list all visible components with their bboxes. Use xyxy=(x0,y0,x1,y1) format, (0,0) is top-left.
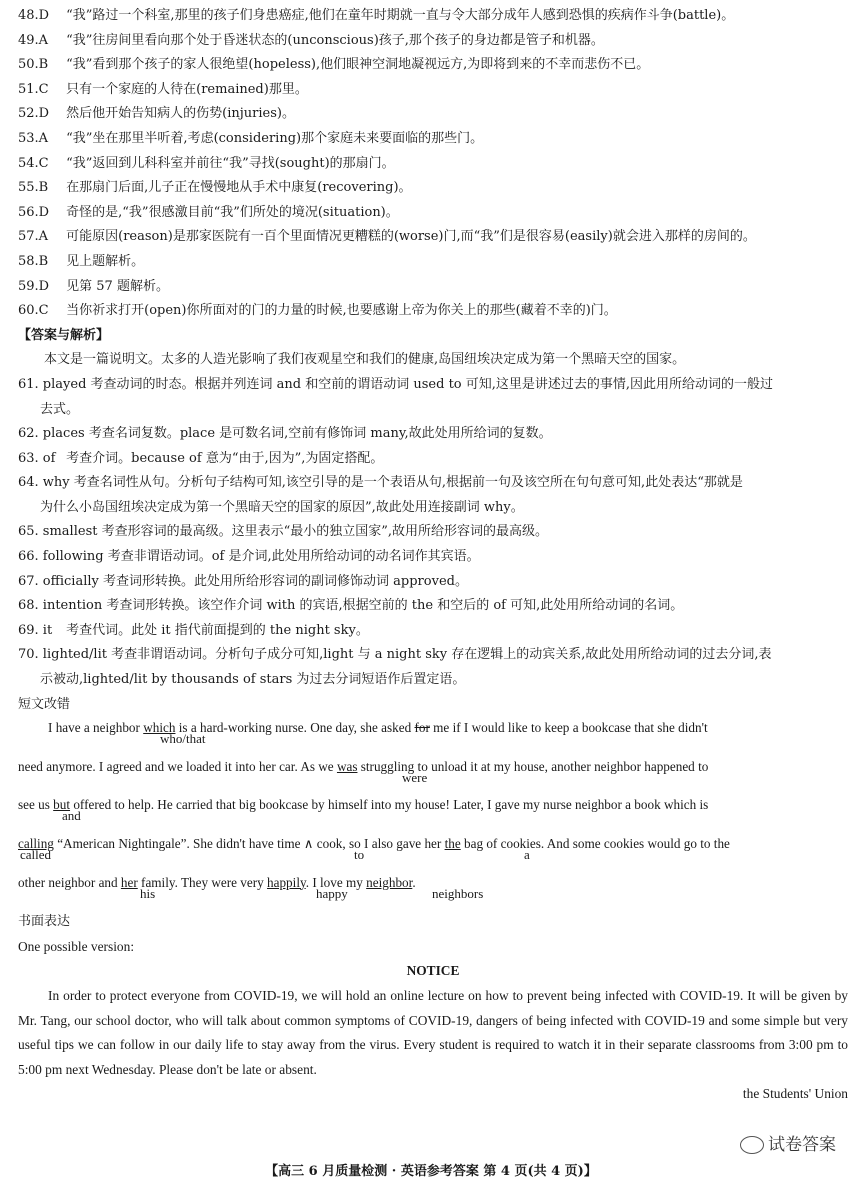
answer-number: 57.A xyxy=(18,229,49,245)
proof-row-1 xyxy=(18,717,848,756)
answer-line xyxy=(18,545,848,570)
answer-list-61-70 xyxy=(18,373,848,693)
answer-line xyxy=(18,299,848,324)
answer-text: 考查介词。because of 意为“由于,因为”,为固定搭配。 xyxy=(66,450,384,466)
answer-text: 然后他开始告知病人的伤势(injuries)。 xyxy=(66,106,295,122)
proof-correction: a xyxy=(524,847,530,862)
answer-continuation: 示被动,lighted/lit by thousands of stars 为过去分词短语作后置定语。 xyxy=(40,672,466,688)
proof-error-word: which xyxy=(143,720,176,736)
answer-number: 62. places xyxy=(18,426,85,442)
answer-number: 48.D xyxy=(18,8,50,23)
answer-text: 见上题解析。 xyxy=(66,253,145,269)
proofreading-passage xyxy=(18,717,848,910)
version-label: One possible version: xyxy=(18,938,135,954)
answer-text: 见第 57 题解析。 xyxy=(66,278,169,294)
proof-correction: were xyxy=(402,769,428,785)
answer-line xyxy=(18,78,848,103)
proof-text: . I love my xyxy=(305,874,367,890)
proof-row-2 xyxy=(18,756,848,795)
proof-correction: called xyxy=(20,847,52,862)
answer-line xyxy=(18,176,848,201)
answer-number: 51.C xyxy=(18,81,49,97)
proof-error-word: happily xyxy=(267,874,306,890)
proof-text: struggling to unload it at my house, another neighbor happened to xyxy=(357,758,709,774)
answer-line xyxy=(18,471,848,496)
watermark-text: 试卷答案 xyxy=(768,1135,836,1155)
answer-text: 在那扇门后面,儿子正在慢慢地从手术中康复(recovering)。 xyxy=(66,180,412,196)
proof-row-4 xyxy=(18,833,848,872)
answer-text: 考查词形转换。此处用所给形容词的副词修饰动词 approved。 xyxy=(103,573,468,589)
answer-text: 可能原因(reason)是那家医院有一百个里面情况更糟糕的(worse)门,而“我”们是很容易(easily)就会进入那样的房间的。 xyxy=(66,229,756,245)
answer-text: 考查动词的时态。根据并列连词 and 和空前的谓语动词 used to 可知,这里是讲述过去的事情,因此用所给动词的一般过 xyxy=(90,376,774,392)
answer-continuation: 去式。 xyxy=(40,401,80,417)
proofreading-heading: 短文改错 xyxy=(18,696,71,712)
proof-text: need anymore. I agreed and we loaded it into her car. As we xyxy=(18,758,337,774)
answer-text: 考查非谓语动词。分析句子成分可知,light 与 a night sky 存在逻辑上的动宾关系,故此处用所给动词的过去分词,表 xyxy=(111,647,772,663)
answer-line xyxy=(18,127,848,152)
answer-number: 50.B xyxy=(18,57,49,73)
answer-number: 60.C xyxy=(18,303,49,319)
answer-text: 当你祈求打开(open)你所面对的门的力量的时候,也要感谢上帝为你关上的那些(藏着不幸的)门。 xyxy=(66,303,617,319)
proof-error-word: was xyxy=(336,758,358,774)
proof-text: bag of cookies. And some cookies would go to the xyxy=(460,836,730,851)
answer-number: 55.B xyxy=(18,180,49,196)
proof-text: see us xyxy=(18,797,54,813)
answer-number: 66. following xyxy=(18,549,104,565)
answer-number: 56.D xyxy=(18,204,50,220)
answer-line xyxy=(18,201,848,226)
answer-number: 59.D xyxy=(18,278,50,294)
answer-number: 65. smallest xyxy=(18,524,98,540)
essay-body: In order to protect everyone from COVID-19, we will hold an online lecture on how to prevent being infected with COVID-19. It will be given by Mr. Tang, our school doctor, who will talk about common symptoms of COVID-19, dangers of being infected with COVID-19 and some simple but very useful tips we can follow in our daily life to stay away from the virus. Every student is required to watch it in their separate classrooms from 3:00 pm to 5:00 pm next Wednesday. Please don't be late or absent. xyxy=(18,987,848,1077)
answer-line xyxy=(18,520,848,545)
answer-text: 考查词形转换。该空作介词 with 的宾语,根据空前的 the 和空后的 of 可知,此处用所给动词的名词。 xyxy=(106,598,684,614)
answer-line xyxy=(18,225,848,250)
proof-correction: happy xyxy=(316,885,348,901)
answer-text: “我”路过一个科室,那里的孩子们身患癌症,他们在童年时期就一直与令大部分成年人感到恐惧的疾病作斗争(battle)。 xyxy=(66,8,735,23)
answer-text: 考查形容词的最高级。这里表示“最小的独立国家”,故用所给形容词的最高级。 xyxy=(101,524,549,540)
answer-line xyxy=(18,152,848,177)
essay-title: NOTICE xyxy=(406,963,460,979)
passage-intro: 本文是一篇说明文。太多的人造光影响了我们夜观星空和我们的健康,岛国纽埃决定成为第一个黑暗天空的国家。 xyxy=(44,352,686,368)
proof-error-word: but xyxy=(53,797,71,813)
answer-line xyxy=(18,275,848,300)
proof-deleted-word: for xyxy=(414,720,430,736)
answer-number: 49.A xyxy=(18,32,49,48)
answer-line xyxy=(18,422,848,447)
answer-line xyxy=(18,594,848,619)
answer-text: “我”往房间里看向那个处于昏迷状态的(unconscious)孩子,那个孩子的身边都是管子和机器。 xyxy=(66,32,604,48)
answer-list-48-60 xyxy=(18,4,848,324)
answer-line xyxy=(18,570,848,595)
answer-line xyxy=(18,447,848,472)
page-footer: 【高三 6 月质量检测 · 英语参考答案 第 4 页(共 4 页)】 xyxy=(265,1164,597,1179)
proof-text: I have a neighbor xyxy=(48,720,144,736)
watermark xyxy=(740,1130,836,1155)
answer-number: 64. why xyxy=(18,475,70,491)
proof-error-word: calling xyxy=(18,836,54,851)
answer-number: 53.A xyxy=(18,130,49,146)
answer-number: 68. intention xyxy=(18,598,103,614)
proof-row-3 xyxy=(18,794,848,833)
proof-correction: and xyxy=(62,808,81,824)
proof-row-5 xyxy=(18,872,848,911)
answer-line xyxy=(18,53,848,78)
proof-correction: neighbors xyxy=(432,885,484,901)
proof-correction: to xyxy=(354,847,365,862)
answer-text: “我”看到那个孩子的家人很绝望(hopeless),他们眼神空洞地凝视远方,为即将到来的不幸而悲伤不已。 xyxy=(66,57,650,73)
answer-text: 考查代词。此处 it 指代前面提到的 the night sky。 xyxy=(66,622,369,638)
proof-correction: his xyxy=(140,885,156,901)
proof-text: me if I would like to keep a bookcase that she didn't xyxy=(429,720,708,736)
answer-number: 54.C xyxy=(18,155,49,171)
proof-error-word: the xyxy=(444,836,461,851)
answer-line xyxy=(18,29,848,54)
essay xyxy=(18,935,848,1107)
proof-text: is a hard-working nurse. One day, she asked xyxy=(175,720,415,736)
proof-text: “American Nightingale”. She didn't have time ∧ cook, so I also gave her xyxy=(53,836,445,851)
proof-error-word: her xyxy=(120,874,138,890)
answer-text: 奇怪的是,“我”很感激目前“我”们所处的境况(situation)。 xyxy=(66,204,399,220)
answer-line xyxy=(18,4,848,29)
answer-text: 考查非谓语动词。of 是介词,此处用所给动词的动名词作其宾语。 xyxy=(107,549,480,565)
essay-signature: the Students' Union xyxy=(742,1086,848,1102)
answer-number: 58.B xyxy=(18,253,49,269)
answer-line xyxy=(18,643,848,668)
writing-heading: 书面表达 xyxy=(18,914,71,930)
answer-line xyxy=(18,102,848,127)
answer-line xyxy=(18,373,848,398)
answer-number: 52.D xyxy=(18,106,50,122)
section-heading: 【答案与解析】 xyxy=(18,327,110,343)
answer-number: 67. officially xyxy=(18,573,99,589)
answer-text: “我”坐在那里半听着,考虑(considering)那个家庭未来要面临的那些门。 xyxy=(66,130,484,146)
answer-text: 考查名词复数。place 是可数名词,空前有修饰词 many,故此处用所给词的复数。 xyxy=(88,426,552,442)
proof-correction: who/that xyxy=(160,731,206,747)
answer-number: 61. played xyxy=(18,376,87,392)
answer-continuation: 为什么小岛国纽埃决定成为第一个黑暗天空的国家的原因”,故此处用连接副词 why。 xyxy=(40,499,524,515)
proof-text: other neighbor and xyxy=(18,874,121,890)
answer-number: 69. it xyxy=(18,622,53,638)
proof-text: offered to help. He carried that big bookcase by himself into my house! Later, I gave my nurse neighbor a book which is xyxy=(70,797,709,813)
answer-line xyxy=(18,250,848,275)
answer-line xyxy=(18,619,848,644)
proof-text: family. They were very xyxy=(137,874,268,890)
wechat-icon xyxy=(740,1136,764,1154)
answer-number: 63. of xyxy=(18,450,56,466)
proof-error-word: neighbor xyxy=(366,874,413,890)
proof-text: . xyxy=(412,874,416,890)
answer-text: 考查名词性从句。分析句子结构可知,该空引导的是一个表语从句,根据前一句及该空所在句句意可知,此处表达“那就是 xyxy=(73,475,743,491)
answer-page xyxy=(18,4,848,1107)
answer-number: 70. lighted/lit xyxy=(18,647,107,663)
answer-text: “我”返回到儿科科室并前往“我”寻找(sought)的那扇门。 xyxy=(66,155,395,171)
answer-text: 只有一个家庭的人待在(remained)那里。 xyxy=(66,81,308,97)
